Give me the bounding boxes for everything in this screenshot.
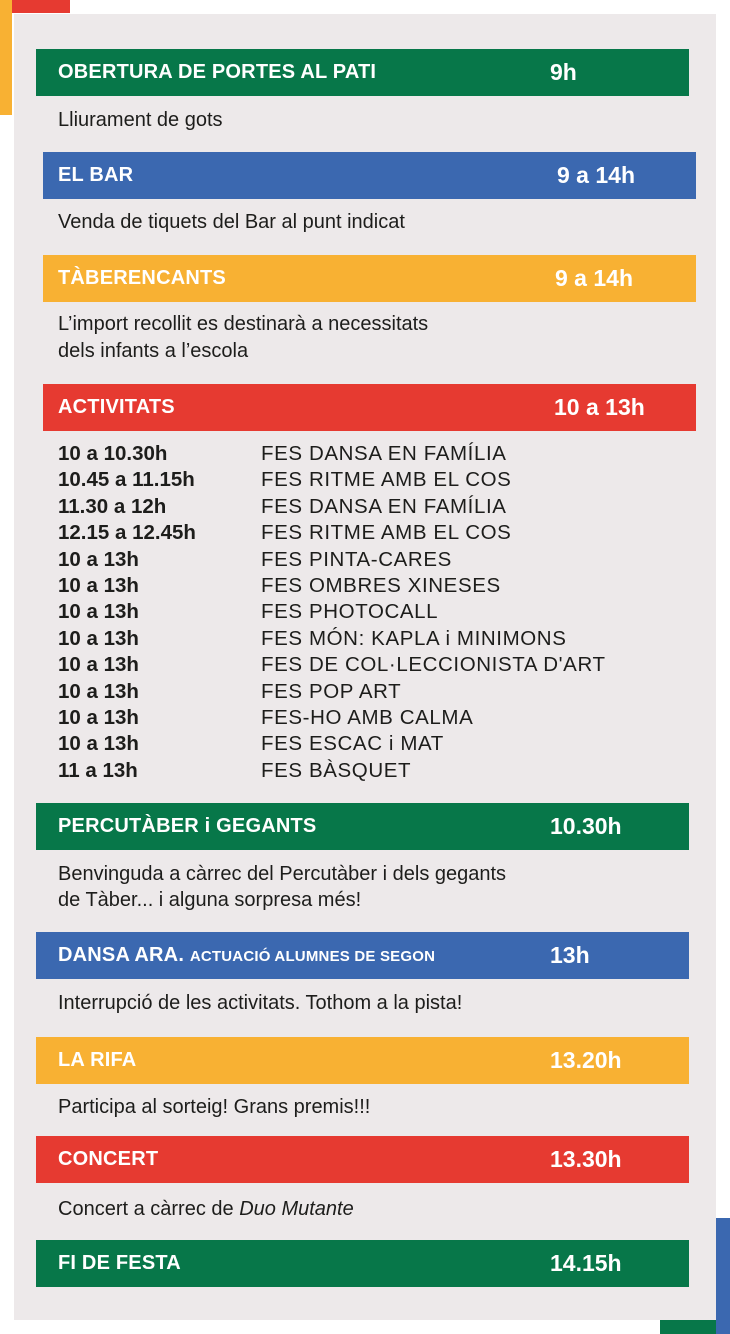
corner-green-stripe <box>660 1320 716 1334</box>
section-description: Interrupció de les activitats. Tothom a la pista! <box>58 992 463 1014</box>
section-header-fi-de-festa <box>36 1240 689 1287</box>
section-title: EL BAR <box>58 164 134 186</box>
section-subtitle: ACTUACIÓ ALUMNES DE SEGON <box>189 948 436 965</box>
section-header-activitats <box>43 384 696 431</box>
section-time: 9 a 14h <box>557 162 635 188</box>
section-description: Venda de tiquets del Bar al punt indicat <box>58 211 405 233</box>
section-header-el-bar <box>43 152 696 199</box>
section-time: 14.15h <box>550 1250 622 1276</box>
section-title: FI DE FESTA <box>58 1252 181 1274</box>
section-description: Lliurament de gots <box>58 109 223 131</box>
corner-yellow-stripe <box>0 0 12 115</box>
section-time: 13h <box>550 942 590 968</box>
section-title: ACTIVITATS <box>58 396 175 418</box>
section-title: CONCERT <box>58 1148 159 1170</box>
section-header-la-rifa <box>36 1037 689 1084</box>
section-time: 13.20h <box>550 1047 622 1073</box>
section-header-concert <box>36 1136 689 1183</box>
section-description: Benvinguda a càrrec del Percutàber i dels gegants de Tàber... i alguna sorpresa més! <box>58 863 507 911</box>
section-title: TÀBERENCANTS <box>58 267 226 289</box>
band-name: Duo Mutante <box>239 1198 354 1220</box>
section-description: Participa al sorteig! Grans premis!!! <box>58 1096 371 1118</box>
section-title: PERCUTÀBER i GEGANTS <box>58 815 317 837</box>
corner-blue-stripe <box>716 1218 730 1334</box>
section-time: 9h <box>550 59 577 85</box>
section-description: L’import recollit es destinarà a necessitats dels infants a l’escola <box>58 313 429 362</box>
section-title: DANSA ARA. ACTUACIÓ ALUMNES DE SEGON <box>58 944 436 966</box>
section-header-obertura <box>36 49 689 96</box>
section-title: LA RIFA <box>58 1049 137 1071</box>
section-header-dansa-ara <box>36 932 689 979</box>
section-description: Concert a càrrec de Duo Mutante <box>58 1198 354 1220</box>
section-time: 9 a 14h <box>555 265 633 291</box>
section-title: OBERTURA DE PORTES AL PATI <box>58 61 377 83</box>
section-header-taberencants <box>43 255 696 302</box>
section-time: 10 a 13h <box>554 394 645 420</box>
section-time: 10.30h <box>550 813 622 839</box>
section-time: 13.30h <box>550 1146 622 1172</box>
corner-red-stripe <box>12 0 70 13</box>
section-header-percutaber <box>36 803 689 850</box>
